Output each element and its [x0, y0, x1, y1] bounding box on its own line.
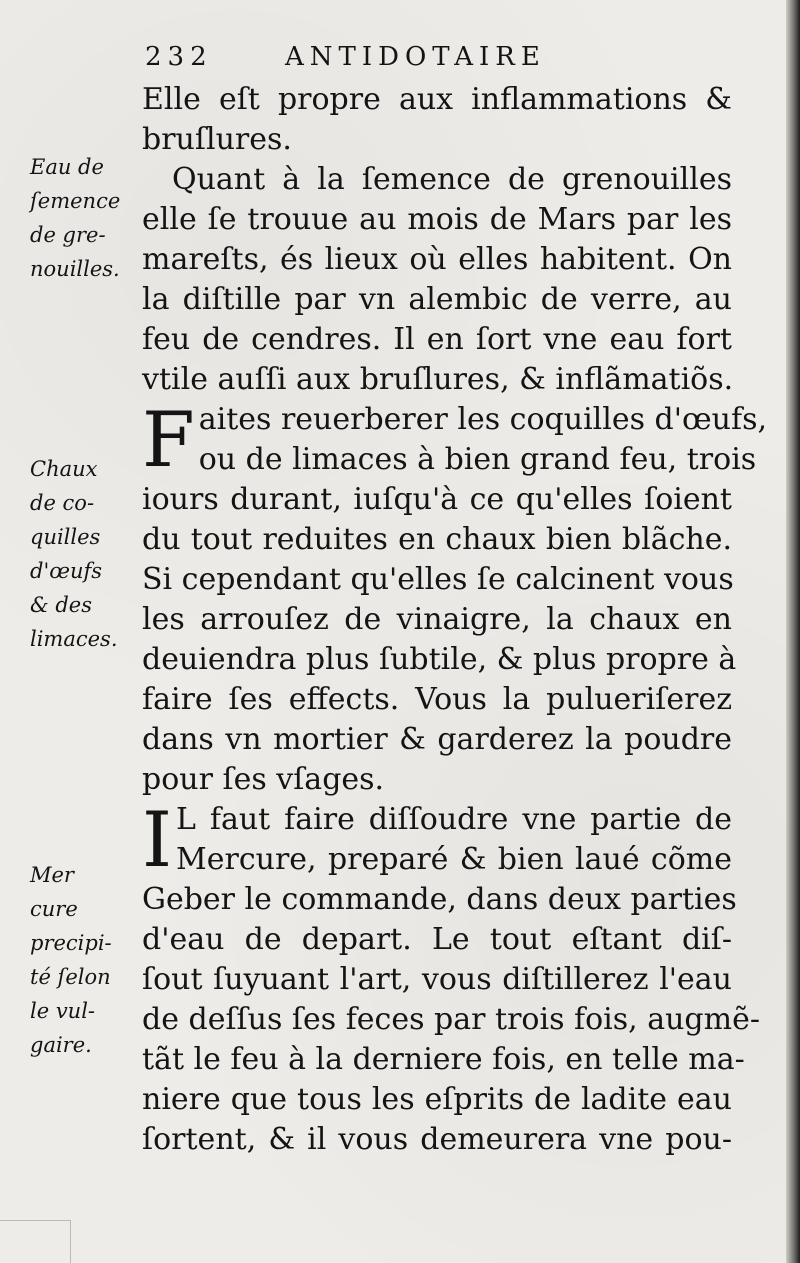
text-line: Geber le commande, dans deux parties: [142, 882, 737, 917]
text-line: Mercure, preparé & bien laué cõme: [176, 842, 732, 877]
text-line: faire ſes effects. Vous la pulueriſerez: [142, 682, 732, 717]
paragraph-3: [142, 395, 768, 800]
paragraph-1: [142, 80, 732, 160]
body-text: [142, 80, 768, 1160]
text-line: ou de limaces à bien grand feu, trois: [198, 442, 757, 477]
text-line: ſout ſuyuant l'art, vous diſtillerez l'eau: [142, 962, 732, 997]
margin-note-line: Chaux: [30, 457, 98, 481]
text-line: aites reuerberer les coquilles d'œufs,: [198, 402, 768, 437]
margin-note-line: precipi-: [30, 931, 112, 955]
text-line: niere que tous les eſprits de ladite eau: [142, 1082, 732, 1117]
margin-note-line: d'œufs: [30, 559, 103, 583]
text-line: pour ſes vſages.: [142, 762, 385, 797]
text-line: bruſlures.: [142, 122, 292, 157]
page-edge-shadow: [786, 0, 800, 1263]
margin-note-line: gaire.: [30, 1033, 92, 1057]
margin-note-line: de gre-: [30, 223, 106, 247]
running-head: [145, 42, 745, 82]
margin-note-line: nouilles.: [30, 257, 120, 281]
text-line: iours durant, iuſqu'à ce qu'elles ſoient: [142, 482, 732, 517]
text-line: dans vn mortier & garderez la poudre: [142, 722, 732, 757]
margin-note-eau-de-semence: [30, 150, 140, 286]
text-line: feu de cendres. Il en ſort vne eau fort: [142, 322, 732, 357]
margin-note-line: té ſelon: [30, 965, 111, 989]
text-line: Elle eſt propre aux inflammations &: [142, 82, 732, 117]
margin-note-line: quilles: [30, 525, 101, 549]
margin-note-line: le vul-: [30, 999, 96, 1023]
margin-note-line: limaces.: [30, 627, 118, 651]
drop-cap: I: [142, 795, 173, 884]
text-line: vtile auſſi aux bruſlures, & inflãmatiõs.: [142, 362, 734, 397]
margin-note-line: & des: [30, 593, 93, 617]
text-line: la diſtille par vn alembic de verre, au: [142, 282, 732, 317]
text-line: ſortent, & il vous demeurera vne pou-: [142, 1122, 732, 1157]
page-number: 232: [145, 42, 213, 72]
text-line: de deſſus ſes feces par trois fois, augmẽ-: [142, 1002, 760, 1037]
text-line: mareſts, és lieux où elles habitent. On: [142, 242, 732, 277]
running-title: ANTIDOTAIRE: [285, 42, 546, 72]
margin-note-line: ſemence: [30, 189, 121, 213]
text-line: du tout reduites en chaux bien blãche.: [142, 522, 732, 557]
margin-note-line: de co-: [30, 491, 95, 515]
text-line: elle ſe trouue au mois de Mars par les: [142, 202, 732, 237]
text-line: d'eau de depart. Le tout eſtant diſ-: [142, 922, 732, 957]
margin-note-line: cure: [30, 897, 78, 921]
margin-note-chaux: [30, 452, 140, 656]
text-line: deuiendra plus ſubtile, & plus propre à: [142, 642, 737, 677]
text-line: les arrouſez de vinaigre, la chaux en: [142, 602, 732, 637]
margin-note-line: Eau de: [30, 155, 104, 179]
text-line: tãt le feu à la derniere fois, en telle ma-: [142, 1042, 745, 1077]
paragraph-4: [142, 795, 760, 1160]
text-line: Quant à la ſemence de grenouilles: [172, 162, 732, 197]
text-line: Si cependant qu'elles ſe calcinent vous: [142, 562, 734, 597]
drop-cap: F: [142, 395, 195, 484]
margin-note-line: Mer: [30, 863, 74, 887]
text-line: L faut faire diſſoudre vne partie de: [176, 802, 732, 837]
paragraph-2: [142, 160, 732, 400]
margin-note-mercure: [30, 858, 140, 1062]
page-corner-mark: [0, 1220, 71, 1263]
